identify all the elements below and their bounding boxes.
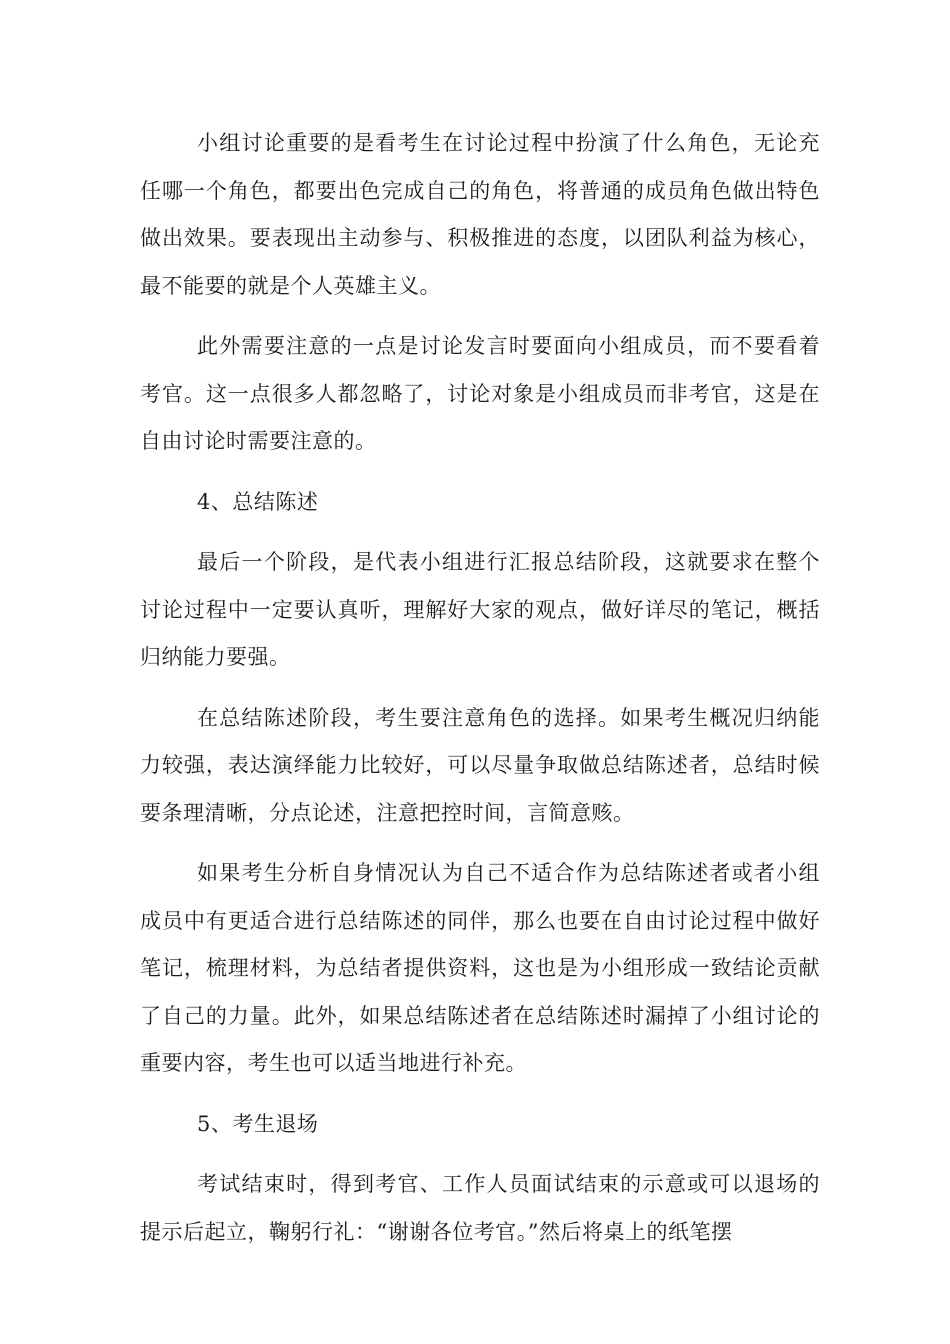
paragraph-face-group-members: 此外需要注意的一点是讨论发言时要面向小组成员，而不要看着考官。这一点很多人都忽略了，讨论对象是小组成员而非考官，这是在自由讨论时需要注意的。 [140, 334, 820, 453]
paragraph-final-stage: 最后一个阶段，是代表小组进行汇报总结阶段，这就要求在整个讨论过程中一定要认真听，理解好大家的观点，做好详尽的笔记，概括归纳能力要强。 [140, 550, 820, 669]
section-heading-exit: 5、考生退场 [197, 1111, 319, 1136]
paragraph-exam-end: 考试结束时，得到考官、工作人员面试结束的示意或可以退场的提示后起立，鞠躬行礼：“谢谢各位考官。”然后将桌上的纸笔摆 [140, 1172, 820, 1244]
document-body [140, 120, 820, 1269]
paragraph-role-in-discussion: 小组讨论重要的是看考生在讨论过程中扮演了什么角色，无论充任哪一个角色，都要出色完成自己的角色，将普通的成员角色做出特色做出效果。要表现出主动参与、积极推进的态度，以团队利益为核心，最不能要的就是个人英雄主义。 [140, 131, 820, 298]
section-heading-summary: 4、总结陈述 [197, 489, 319, 514]
paragraph-support-summarizer: 如果考生分析自身情况认为自己不适合作为总结陈述者或者小组成员中有更适合进行总结陈述的同伴，那么也要在自由讨论过程中做好笔记，梳理材料，为总结者提供资料，这也是为小组形成一致结论贡献了自己的力量。此外，如果总结陈述者在总结陈述时漏掉了小组讨论的重要内容，考生也可以适当地进行补充。 [140, 861, 820, 1075]
paragraph-choose-role: 在总结陈述阶段，考生要注意角色的选择。如果考生概况归纳能力较强，表达演绎能力比较好，可以尽量争取做总结陈述者，总结时候要条理清晰，分点论述，注意把控时间，言简意赅。 [140, 705, 820, 825]
